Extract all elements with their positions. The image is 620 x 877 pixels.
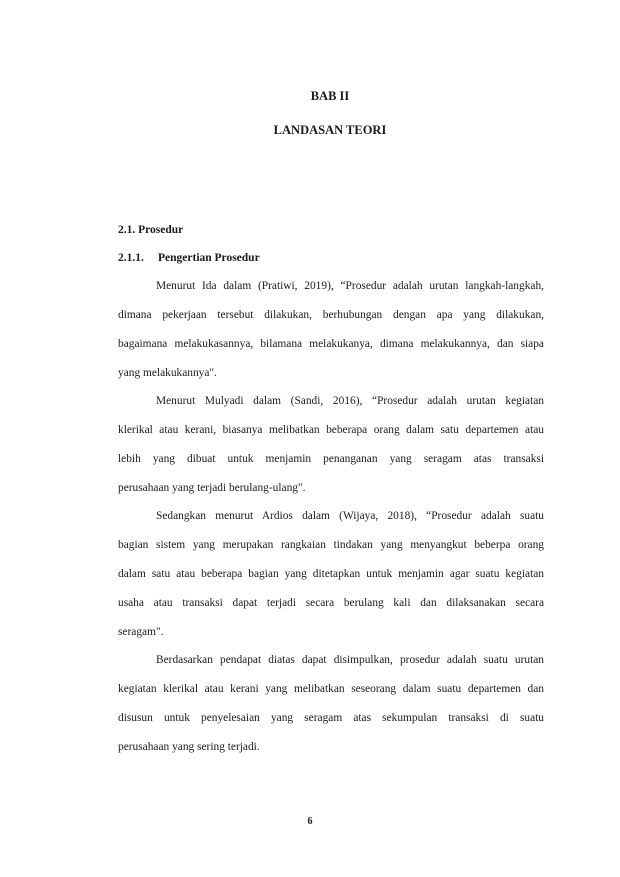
paragraph-line: disusun untuk penyelesaian yang seragam atas sekumpulan transaksi di suatu xyxy=(118,712,544,724)
chapter-number: BAB II xyxy=(310,89,350,103)
paragraph-line: perusahaan yang sering terjadi. xyxy=(118,741,260,753)
paragraph-line: klerikal atau kerani, biasanya melibatkan beberapa orang dalam satu departemen atau xyxy=(118,424,544,436)
paragraph-line: yang melakukannya". xyxy=(118,367,217,379)
paragraph-line: seragam". xyxy=(118,626,164,638)
paragraph-line: dalam satu atau beberapa bagian yang ditetapkan untuk menjamin agar suatu kegiatan xyxy=(118,568,544,580)
chapter-title: LANDASAN TEORI xyxy=(273,123,387,137)
paragraph-line: usaha atau transaksi dapat terjadi secara berulang kali dan dilaksanakan secara xyxy=(118,597,544,609)
page-number: 6 xyxy=(307,816,313,827)
paragraph-line: kegiatan klerikal atau kerani yang melibatkan seseorang dalam suatu departemen dan xyxy=(118,683,544,695)
paragraph-line: lebih yang dibuat untuk menjamin penanganan yang seragam atas transaksi xyxy=(118,453,544,465)
paragraph-line: perusahaan yang terjadi berulang-ulang". xyxy=(118,482,306,494)
paragraph-line: Berdasarkan pendapat diatas dapat disimpulkan, prosedur adalah suatu urutan xyxy=(156,654,544,666)
paragraph-line: bagaimana melakukasannya, bilamana melakukanya, dimana melakukannya, dan siapa xyxy=(118,338,544,350)
paragraph-line: bagian sistem yang merupakan rangkaian tindakan yang menyangkut beberpa orang xyxy=(118,539,544,551)
subsection-heading xyxy=(118,252,260,264)
paragraph-line: dimana pekerjaan tersebut dilakukan, berhubungan dengan apa yang dilakukan, xyxy=(118,309,544,321)
paragraph-line: Menurut Ida dalam (Pratiwi, 2019), “Prosedur adalah urutan langkah-langkah, xyxy=(156,280,544,292)
paragraph-line: Menurut Mulyadi dalam (Sandi, 2016), “Prosedur adalah urutan kegiatan xyxy=(156,395,544,407)
subsection-title: Pengertian Prosedur xyxy=(158,252,260,264)
paragraph-line: Sedangkan menurut Ardios dalam (Wijaya, 2018), “Prosedur adalah suatu xyxy=(156,510,544,522)
section-heading: 2.1. Prosedur xyxy=(118,224,184,236)
subsection-number: 2.1.1. xyxy=(118,252,144,264)
